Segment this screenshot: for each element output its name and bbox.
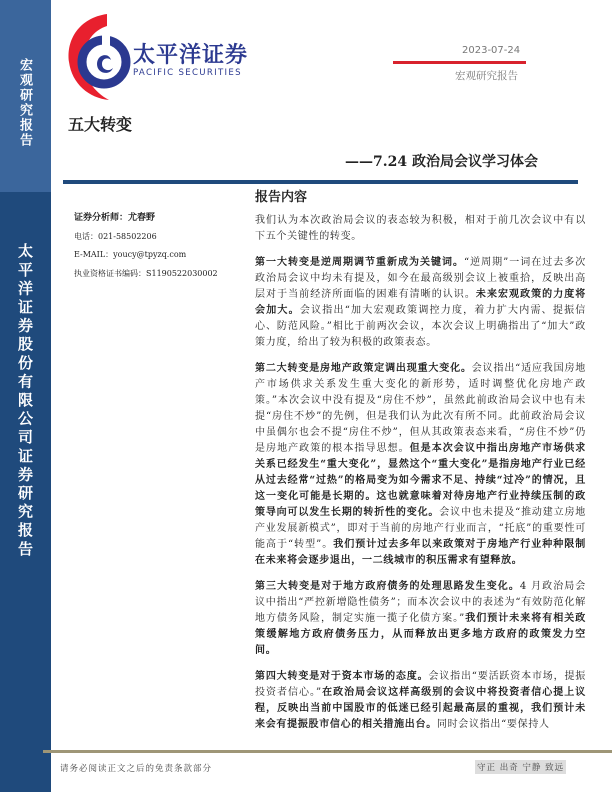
report-subtitle: ——7.24 政治局会议学习体会 [345, 154, 538, 170]
bold-text: 第二大转变是房地产政策定调出现重大变化。 [255, 363, 472, 374]
bold-text: 我们预计过去多年以来政策对于房地产行业种种限制在未来将会逐步退出，一二线城市的积压需求有望释放。 [255, 539, 586, 566]
paragraph [255, 213, 586, 245]
text: 会议中也未提及“推动建立房地产业发展新模式”，即对于当前的房地产行业而言，“托底”的重要性可能高于“转型”。 [255, 507, 586, 550]
brand-name-en: PACIFIC SECURITIES [133, 68, 242, 78]
paragraph [255, 255, 586, 351]
footer-motto: 守正 出奇 宁静 致远 [475, 760, 566, 774]
header-divider [393, 61, 526, 64]
analyst-email[interactable]: E-MAIL：youcy@tpyzq.com [74, 250, 187, 259]
bold-text: 未来宏观政策的力度将会加大。 [255, 289, 587, 316]
title-divider [63, 180, 578, 184]
text: 同时会议指出“要保持人 [436, 719, 550, 730]
paragraph [255, 361, 586, 569]
bold-text: 第三大转变是对于地方政府债务的处理思路发生变化。 [255, 581, 520, 592]
report-title: 五大转变 [68, 115, 133, 134]
bold-text: 但是本次会议中指出房地产市场供求关系已经发生“重大变化”，显然这个“重大变化”是指房地产行业已经从过去经常“过热”的格局变为如今需求不足、持续“过冷”的情况，且这一变化可能是长期的。这也就意味着对待房地产行业持续压制的政策导向可以发生长期的转折性的变化。 [255, 443, 586, 518]
text: “逆周期”一词在过去多次政治局会议中均未有提及，如今在最高级别会议上被重拾，反映出高层对于当前经济所面临的困难有清晰的认识。 [255, 257, 586, 300]
bold-text: 第一大转变是逆周期调节重新成为关键词。 [255, 257, 465, 268]
section-heading: 报告内容 [255, 190, 308, 205]
analyst-name: 证券分析师：尤春野 [74, 213, 156, 223]
text: 会议指出“要活跃资本市场，提振投资者信心。” [255, 671, 586, 698]
footer-divider [43, 750, 612, 753]
text: 4 月政治局会议中指出“严控新增隐性债务”；而本次会议中的表述为“有效防范化解地方债务风险，制定实施一揽子化债方案。” [255, 581, 586, 624]
company-logo-icon [64, 12, 134, 102]
report-body [255, 213, 586, 743]
paragraph [255, 669, 586, 733]
bold-text: 在政治局会议这样高级别的会议中将投资者信心提上议程，反映出当前中国股市的低迷已经引起最高层的重视，我们预计未来会有提振股市信心的相关措施出台。 [255, 687, 586, 730]
analyst-license: 执业资格证书编码：S1190522030002 [74, 268, 218, 278]
bold-text: 第四大转变是对于资本市场的态度。 [255, 671, 429, 682]
analyst-info [74, 209, 218, 283]
analyst-phone: 电话：021-58502206 [74, 231, 157, 241]
bold-text: 我们预计未来将有相关政策缓解地方政府债务压力，从而释放出更多地方政府的政策发力空间。 [255, 613, 586, 656]
footer-disclaimer: 请务必阅读正文之后的免责条款部分 [60, 764, 213, 774]
sidebar-category: 宏观研究报告 [17, 58, 32, 148]
text: 会议指出“适应我国房地产市场供求关系发生重大变化的新形势，适时调整优化房地产政策。”本次会议中没有提及“房住不炒”，虽然此前政治局会议中也有未提“房住不炒”的先例，但是我们认为此次有所不同。此前政治局会议中虽偶尔也会不提“房住不炒”，但从其政策表态来看，“房住不炒”仍是房地产政策的根本指导思想。 [255, 363, 587, 454]
text: 会议指出“加大宏观政策调控力度，着力扩大内需、提振信心、防范风险。”相比于前两次会议，本次会议上明确指出了“加大”政策力度，给出了较为积极的政策表态。 [255, 305, 586, 348]
brand-name-cn: 太平洋证券 [133, 43, 249, 68]
paragraph [255, 579, 586, 659]
report-type: 宏观研究报告 [455, 70, 518, 82]
text: 我们认为本次政治局会议的表态较为积极，相对于前几次会议中有以下五个关键性的转变。 [255, 215, 586, 242]
sidebar-company-report: 太平洋证券股份有限公司证券研究报告 [16, 243, 34, 560]
report-date: 2023-07-24 [462, 45, 521, 56]
